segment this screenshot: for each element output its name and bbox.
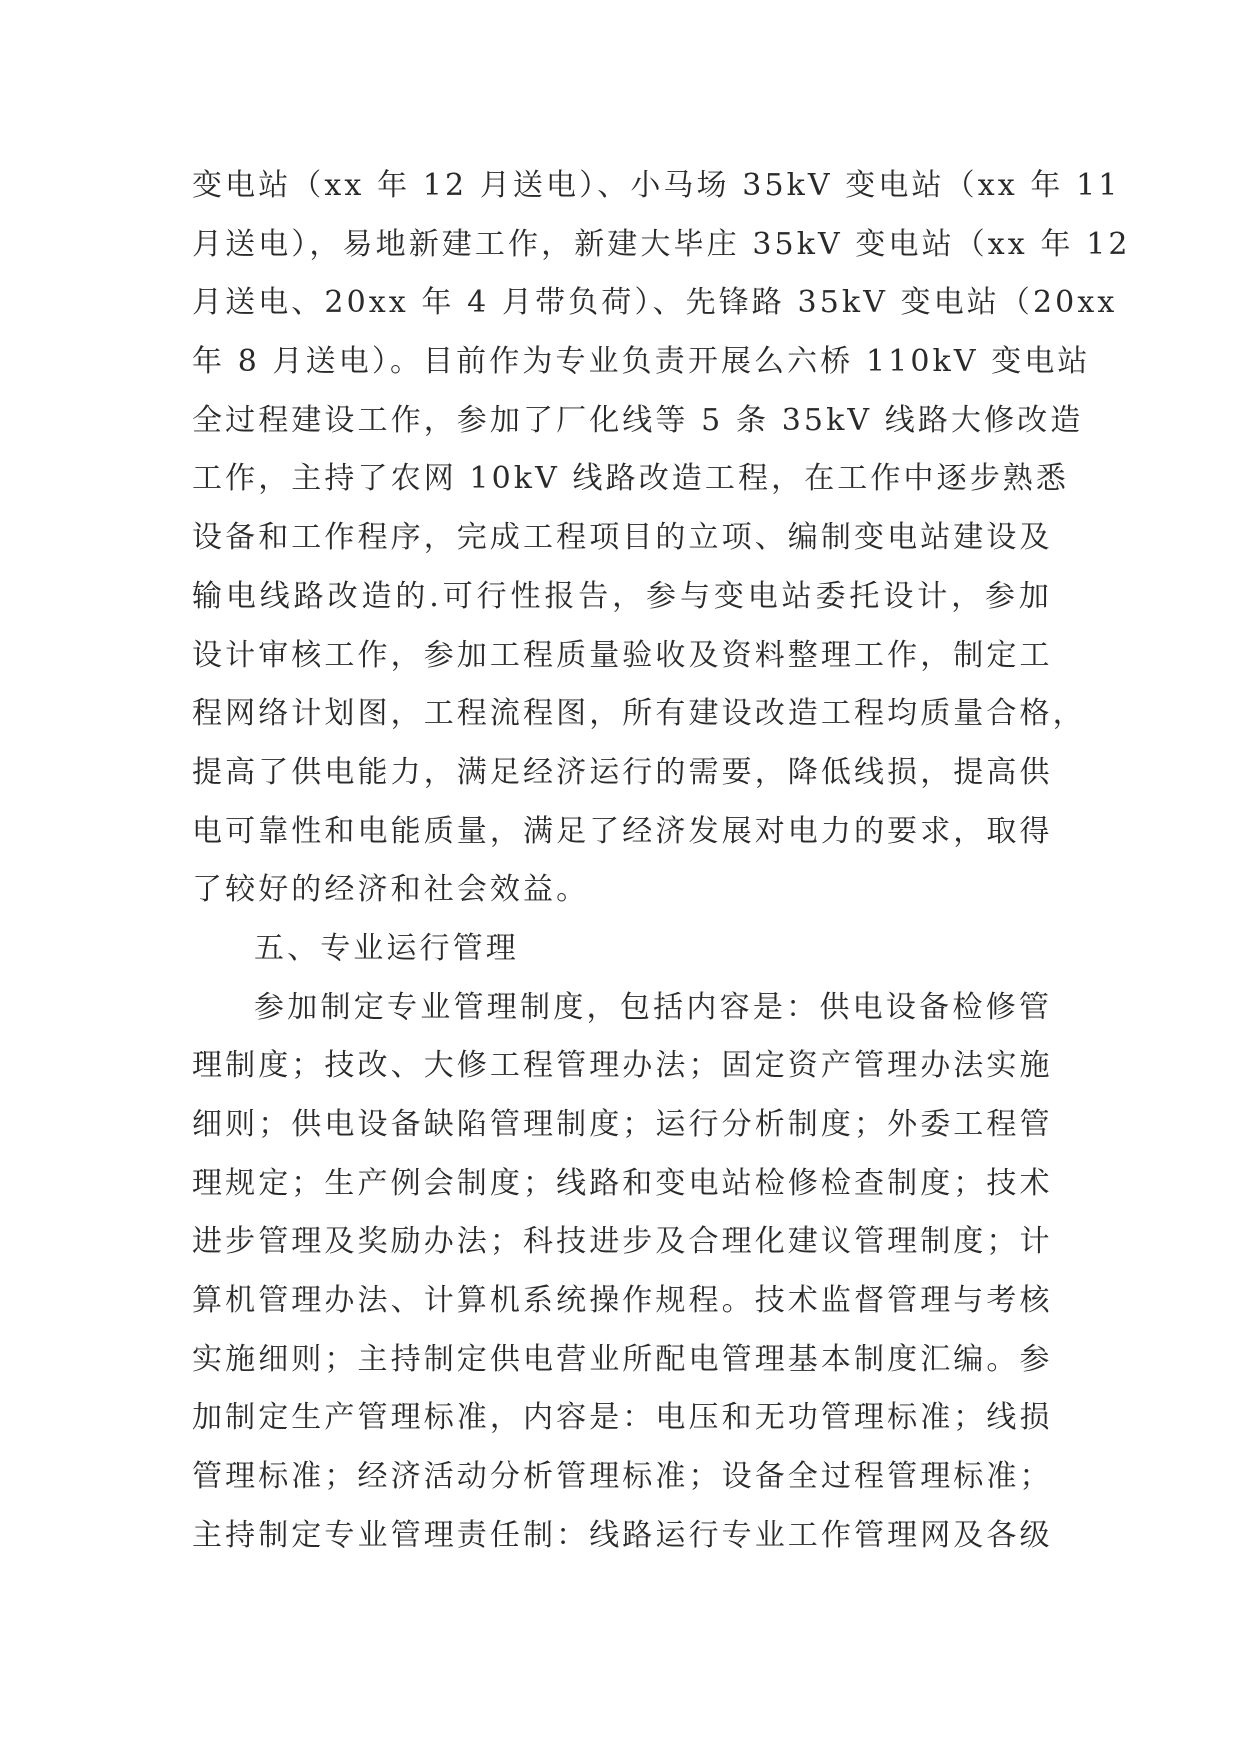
section-heading: 五、专业运行管理 bbox=[254, 930, 519, 966]
text-line: 电可靠性和电能质量，满足了经济发展对电力的要求，取得 bbox=[192, 813, 1053, 849]
text-line: 算机管理办法、计算机系统操作规程。技术监督管理与考核 bbox=[192, 1283, 1053, 1319]
text-line: 设计审核工作，参加工程质量验收及资料整理工作，制定工 bbox=[192, 637, 1053, 673]
paragraph-first-line: 参加制定专业管理制度，包括内容是：供电设备检修管 bbox=[254, 989, 1052, 1025]
text-line: 细则；供电设备缺陷管理制度；运行分析制度；外委工程管 bbox=[192, 1107, 1053, 1142]
text-line: 了较好的经济和社会效益。 bbox=[192, 872, 590, 908]
text-line: 变电站（xx 年 12 月送电）、小马场 35kV 变电站（xx 年 11 bbox=[192, 168, 1121, 203]
text-line: 月送电），易地新建工作，新建大毕庄 35kV 变电站（xx 年 12 bbox=[192, 226, 1131, 262]
document-body bbox=[192, 157, 1131, 1566]
text-line: 月送电、20xx 年 4 月带负荷）、先锋路 35kV 变电站（20xx bbox=[192, 285, 1118, 321]
text-line: 输电线路改造的.可行性报告，参与变电站委托设计，参加 bbox=[192, 578, 1052, 614]
text-line: 提高了供电能力，满足经济运行的需要，降低线损，提高供 bbox=[192, 754, 1053, 790]
text-line: 管理标准；经济活动分析管理标准；设备全过程管理标准； bbox=[192, 1459, 1053, 1495]
text-line: 全过程建设工作，参加了厂化线等 5 条 35kV 线路大修改造 bbox=[192, 402, 1084, 438]
text-line: 加制定生产管理标准，内容是：电压和无功管理标准；线损 bbox=[192, 1400, 1053, 1436]
text-line: 设备和工作程序，完成工程项目的立项、编制变电站建设及 bbox=[192, 520, 1053, 556]
text-line: 进步管理及奖励办法；科技进步及合理化建议管理制度；计 bbox=[192, 1224, 1053, 1260]
text-line: 实施细则；主持制定供电营业所配电管理基本制度汇编。参 bbox=[192, 1341, 1053, 1377]
text-line: 年 8 月送电）。目前作为专业负责开展么六桥 110kV 变电站 bbox=[192, 344, 1091, 380]
text-line: 程网络计划图，工程流程图，所有建设改造工程均质量合格， bbox=[192, 696, 1086, 732]
text-line: 工作，主持了农网 10kV 线路改造工程，在工作中逐步熟悉 bbox=[192, 461, 1069, 497]
text-line: 理制度；技改、大修工程管理办法；固定资产管理办法实施 bbox=[192, 1048, 1053, 1084]
text-line: 理规定；生产例会制度；线路和变电站检修检查制度；技术 bbox=[192, 1165, 1053, 1201]
text-line: 主持制定专业管理责任制：线路运行专业工作管理网及各级 bbox=[192, 1517, 1053, 1553]
